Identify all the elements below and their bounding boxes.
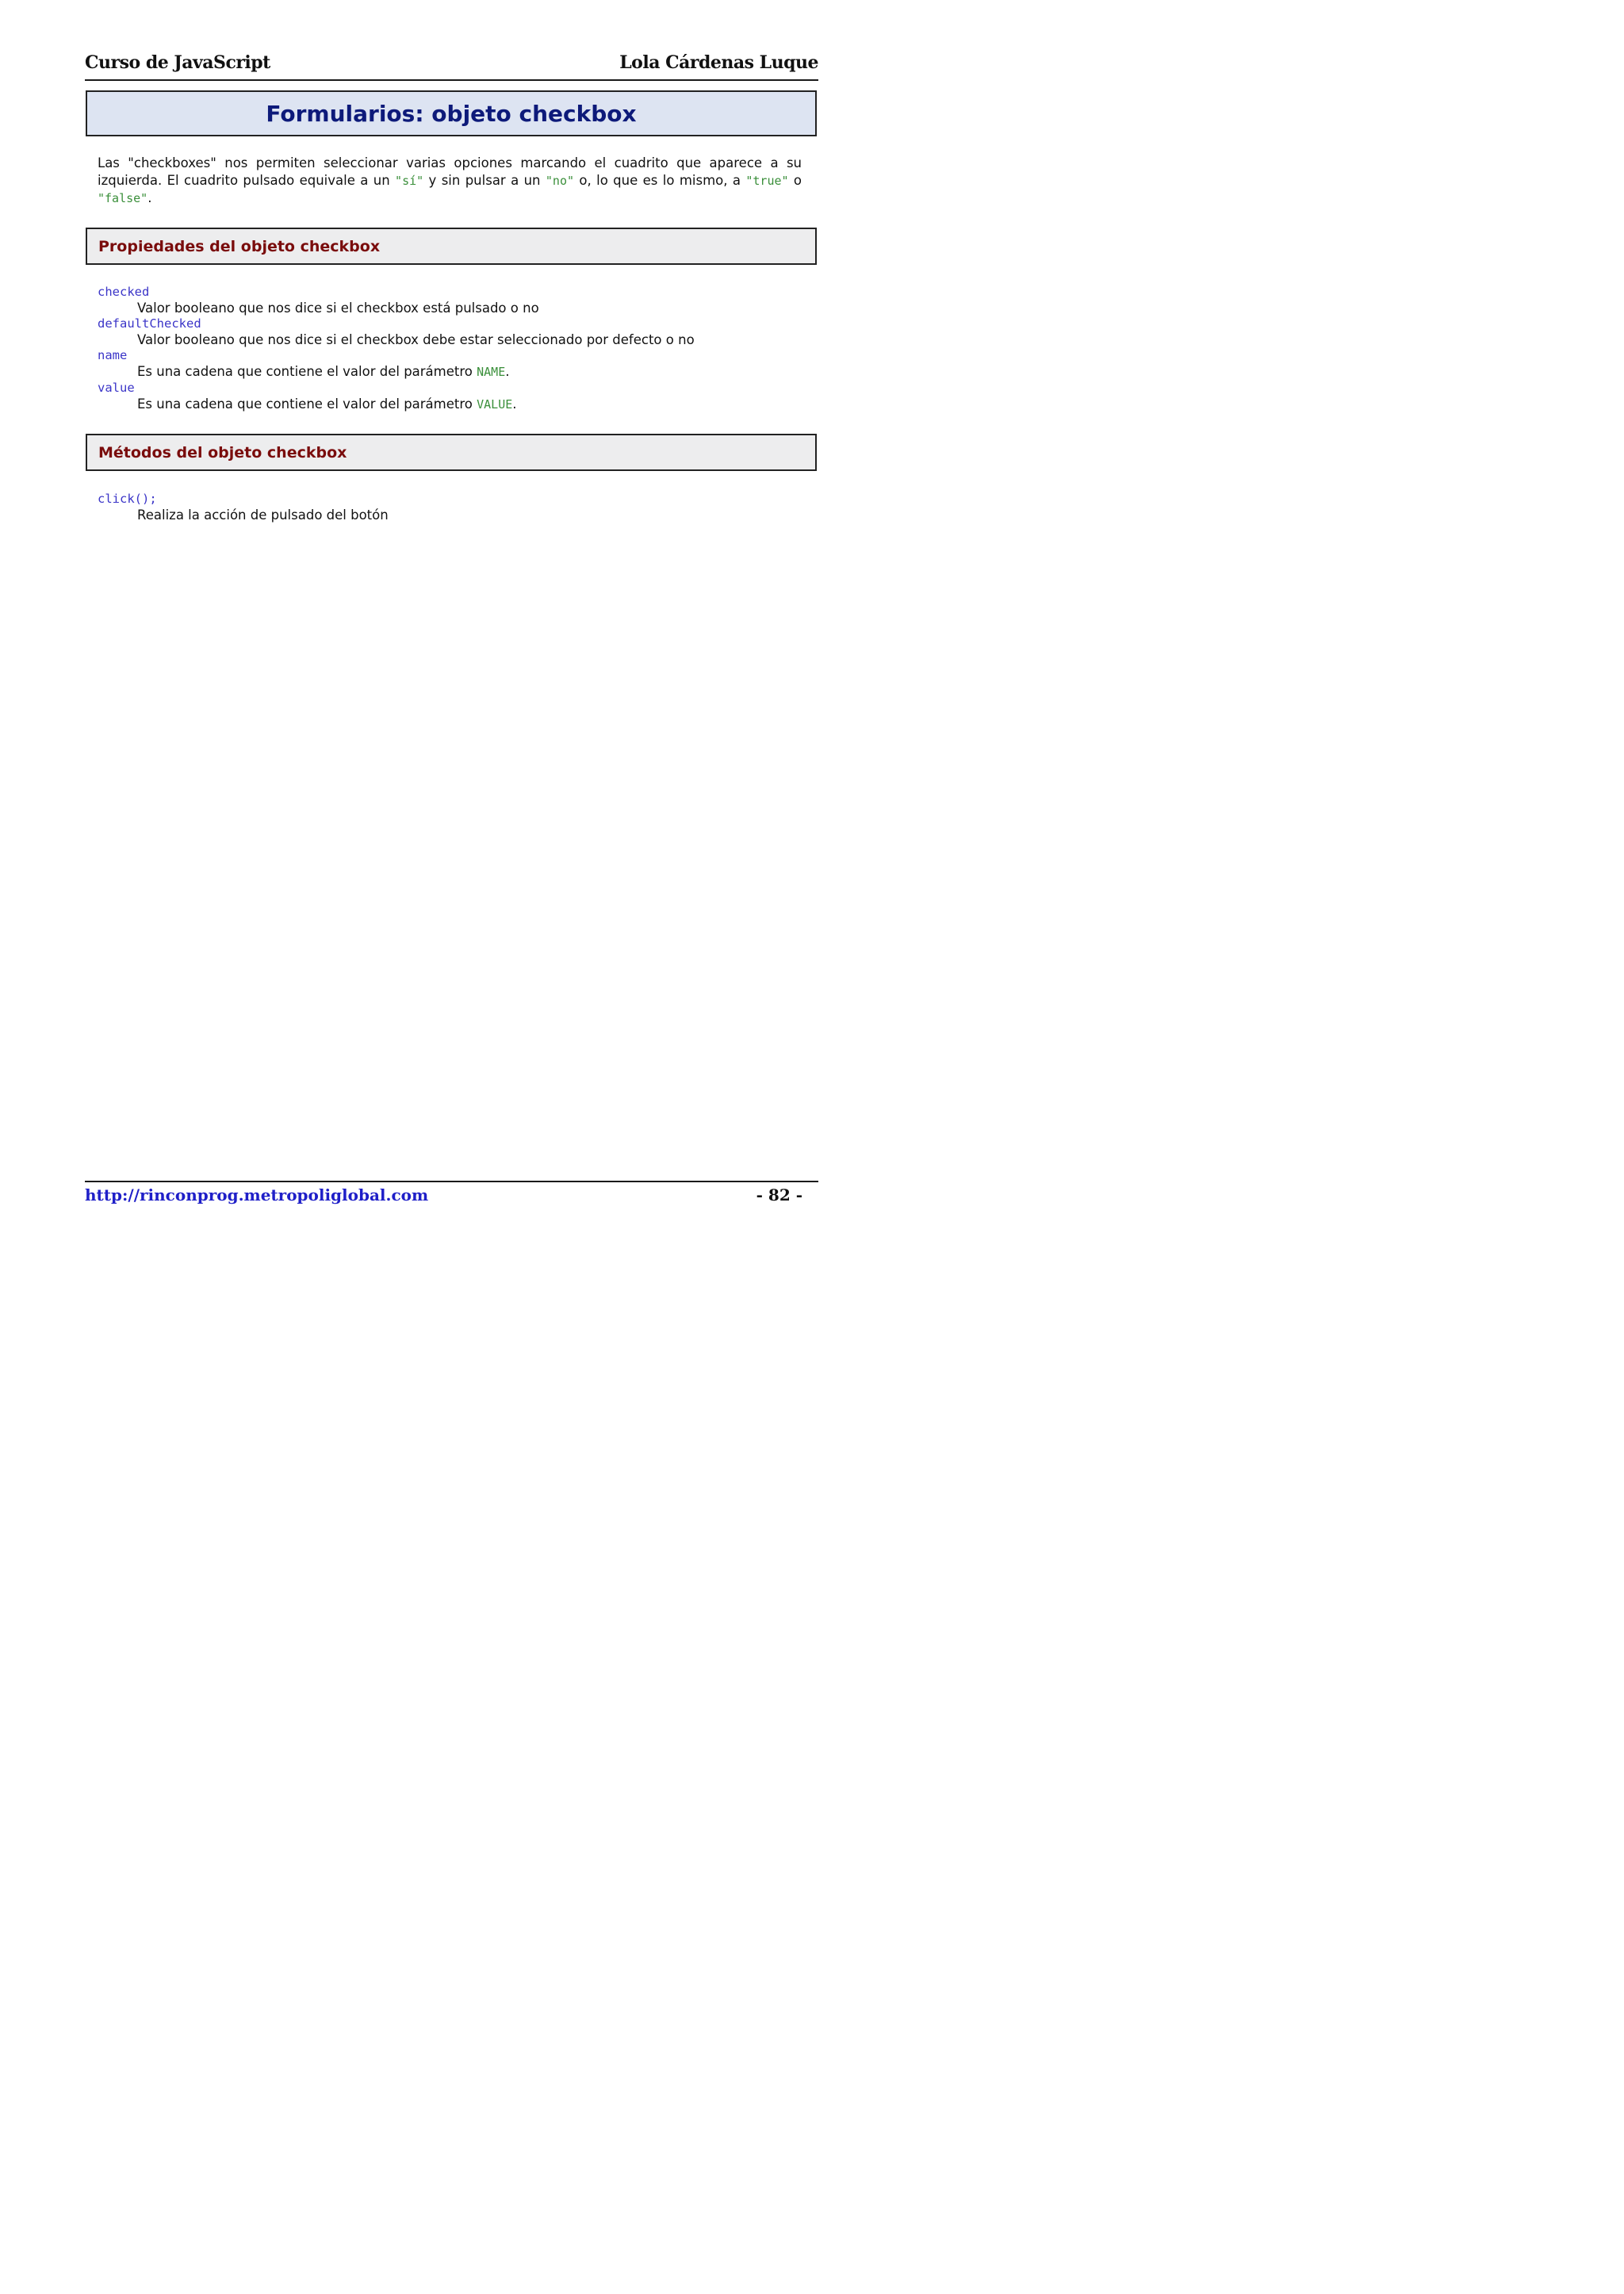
intro-text: y sin pulsar a un <box>423 173 546 188</box>
intro-text: o, lo que es lo mismo, a <box>574 173 746 188</box>
methods-section-header <box>86 434 817 471</box>
title-box <box>86 90 817 136</box>
methods-list <box>98 492 389 523</box>
intro-text: Las "checkboxes" nos permiten seleccionar varias opciones marcando el cuadrito que aparece a su izquierda. El cuadrito pulsado equivale a un <box>98 155 802 188</box>
page-number: - 82 - <box>756 1185 802 1204</box>
page-header <box>85 49 818 81</box>
page-footer <box>85 1181 818 1209</box>
property-description <box>137 363 695 381</box>
property-term: value <box>98 381 135 395</box>
code-no: "no" <box>545 174 575 188</box>
author-name: Lola Cárdenas Luque <box>619 52 818 73</box>
property-description-tail: . <box>505 364 510 379</box>
intro-paragraph <box>98 155 802 207</box>
property-description-text: Es una cadena que contiene el valor del parámetro <box>137 364 477 379</box>
properties-section-header <box>86 228 817 265</box>
intro-text: o <box>788 173 802 188</box>
param-code: NAME <box>477 365 506 379</box>
property-term: name <box>98 348 128 362</box>
properties-heading: Propiedades del objeto checkbox <box>98 237 381 255</box>
property-description: Valor booleano que nos dice si el checkbox debe estar seleccionado por defecto o no <box>137 332 695 347</box>
property-term: defaultChecked <box>98 316 201 331</box>
page-title: Formularios: objeto checkbox <box>266 100 637 127</box>
code-true: "true" <box>745 174 789 188</box>
site-link[interactable]: http://rinconprog.metropoliglobal.com <box>85 1185 429 1204</box>
properties-list <box>98 285 695 413</box>
code-false: "false" <box>98 191 148 205</box>
code-si: "sí" <box>395 174 424 188</box>
methods-heading: Métodos del objeto checkbox <box>98 443 347 461</box>
param-code: VALUE <box>477 397 513 412</box>
property-description: Valor booleano que nos dice si el checkbox está pulsado o no <box>137 301 539 316</box>
course-title: Curso de JavaScript <box>85 52 270 73</box>
property-term: checked <box>98 285 150 299</box>
intro-text: . <box>147 190 152 205</box>
property-description-tail: . <box>512 396 517 412</box>
property-description-text: Es una cadena que contiene el valor del parámetro <box>137 396 477 412</box>
method-term: click(); <box>98 492 157 506</box>
property-description <box>137 396 695 413</box>
method-description: Realiza la acción de pulsado del botón <box>137 507 389 523</box>
